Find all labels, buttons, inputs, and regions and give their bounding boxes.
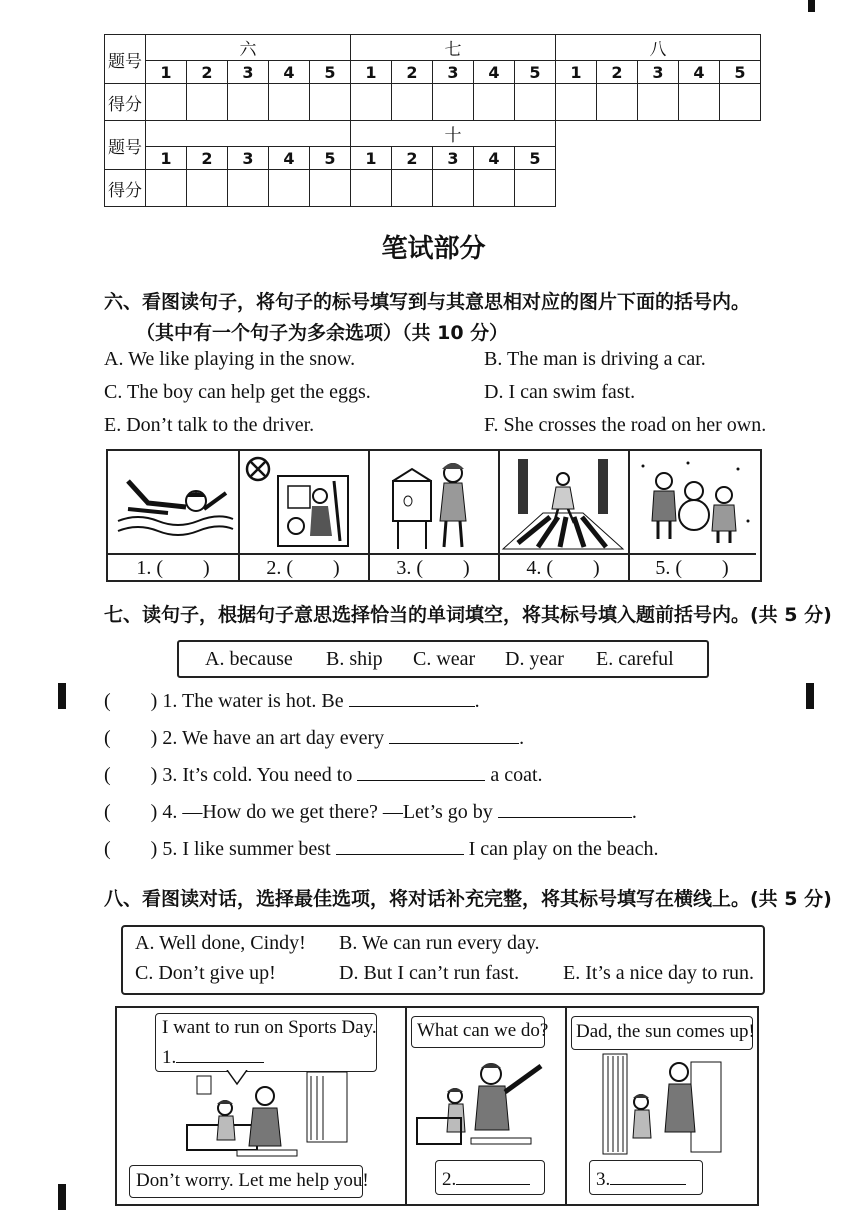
score-cell[interactable] <box>392 170 433 207</box>
item-text-after: a coat. <box>490 764 543 786</box>
score-cell[interactable] <box>515 170 556 207</box>
score-cell[interactable] <box>556 84 597 121</box>
section6-subheading: （其中有一个句子为多余选项）（共 10 分） <box>136 322 509 344</box>
option-b: B. The man is driving a car. <box>484 348 706 370</box>
dialog-option-b: B. We can run every day. <box>339 932 540 954</box>
table-blank-area <box>556 147 761 170</box>
score-cell[interactable] <box>146 84 187 121</box>
father-pointing-icon <box>411 1052 559 1160</box>
section-ten-header: 十 <box>351 121 556 147</box>
answer-paren[interactable]: ( <box>104 764 111 786</box>
number-row <box>105 61 761 84</box>
word-option: D. year <box>505 648 564 670</box>
q-number: 5 <box>515 61 556 84</box>
girl-crossing-road-icon <box>498 451 628 553</box>
score-cell[interactable] <box>433 170 474 207</box>
score-cell[interactable] <box>351 170 392 207</box>
item-text-after: I can play on the beach. <box>468 838 659 860</box>
word-option: E. careful <box>596 648 674 670</box>
q-number: 1 <box>351 147 392 170</box>
answer-slot[interactable]: 3. ( ) <box>368 553 498 582</box>
score-cell[interactable] <box>310 84 351 121</box>
q-number: 4 <box>269 147 310 170</box>
q-number: 5 <box>720 61 761 84</box>
comic-panel-2 <box>405 1008 567 1204</box>
q-number: 3 <box>228 147 269 170</box>
section6-heading: 六、看图读句子，将句子的标号填写到与其意思相对应的图片下面的括号内。 <box>104 291 751 313</box>
answer-line <box>162 1044 264 1069</box>
q-number: 5 <box>310 147 351 170</box>
q-number: 3 <box>638 61 679 84</box>
answer-blank[interactable] <box>176 1044 264 1063</box>
kids-snowman-icon <box>628 451 758 553</box>
q-number: 3 <box>228 61 269 84</box>
dialog-option-e: E. It’s a nice day to run. <box>563 962 755 984</box>
picture-cell <box>628 451 756 580</box>
registration-mark <box>58 683 66 709</box>
q-number: 5 <box>310 61 351 84</box>
answer-blank[interactable] <box>610 1166 686 1185</box>
dialog-option-a: A. Well done, Cindy! <box>135 932 306 954</box>
score-row <box>105 170 761 207</box>
item-text: ) 5. I like summer best <box>150 838 331 860</box>
no-talking-driver-icon <box>238 451 368 553</box>
sunrise-window-icon <box>575 1052 745 1160</box>
score-row <box>105 84 761 121</box>
fill-item <box>104 762 543 787</box>
picture-cell <box>108 451 240 580</box>
score-cell[interactable] <box>187 170 228 207</box>
answer-slot[interactable]: 2. ( ) <box>238 553 368 582</box>
answer-paren[interactable]: ( <box>104 690 111 712</box>
comic-strip <box>115 1006 759 1206</box>
score-cell[interactable] <box>597 84 638 121</box>
score-cell[interactable] <box>433 84 474 121</box>
section7-heading: 七、读句子，根据句子意思选择恰当的单词填空，将其标号填入题前括号内。(共 5 分) <box>104 604 832 626</box>
section-six-header: 六 <box>146 35 351 61</box>
comic-panel-1 <box>117 1008 407 1204</box>
answer-blank[interactable] <box>357 762 485 781</box>
option-e: E. Don’t talk to the driver. <box>104 414 315 436</box>
picture-cell <box>238 451 370 580</box>
picture-row <box>106 449 762 582</box>
q-number: 5 <box>515 147 556 170</box>
q-number: 2 <box>187 61 228 84</box>
item-text: ) 4. —How do we get there? —Let’s go by <box>150 801 493 823</box>
section-nine-header <box>146 121 351 147</box>
answer-slot[interactable]: 5. ( ) <box>628 553 756 582</box>
registration-mark <box>806 683 814 709</box>
father-daughter-sofa-icon <box>177 1070 377 1170</box>
score-label: 得分 <box>105 170 146 207</box>
speech-bubble <box>435 1160 545 1195</box>
speech-bubble <box>589 1160 703 1195</box>
item-text-after: . <box>631 801 637 823</box>
answer-paren[interactable]: ( <box>104 838 111 860</box>
q-number: 4 <box>474 61 515 84</box>
speech-bubble <box>155 1013 377 1072</box>
score-cell[interactable] <box>269 170 310 207</box>
table-blank-area <box>556 170 761 207</box>
score-cell[interactable] <box>146 170 187 207</box>
q-number: 1 <box>556 61 597 84</box>
section-eight-header: 八 <box>556 35 761 61</box>
answer-slot[interactable]: 4. ( ) <box>498 553 628 582</box>
speech-bubble <box>571 1016 753 1050</box>
section8-heading: 八、看图读对话，选择最佳选项，将对话补充完整，将其标号填写在横线上。(共 5 分) <box>104 888 832 910</box>
answer-paren[interactable]: ( <box>104 727 111 749</box>
answer-line <box>442 1166 530 1191</box>
swimmer-icon <box>108 451 238 553</box>
q-number: 4 <box>269 61 310 84</box>
dialog-option-c: C. Don’t give up! <box>135 962 276 984</box>
fill-item <box>104 688 480 713</box>
fill-item <box>104 836 659 861</box>
option-a: A. We like playing in the snow. <box>104 348 356 370</box>
word-option: C. wear <box>413 648 476 670</box>
answer-blank[interactable] <box>389 725 519 744</box>
bubble-text: Don’t worry. Let me help you! <box>136 1170 369 1191</box>
score-cell[interactable] <box>638 84 679 121</box>
score-cell[interactable] <box>474 170 515 207</box>
score-cell[interactable] <box>720 84 761 121</box>
option-f: F. She crosses the road on her own. <box>484 414 767 436</box>
item-text-after: . <box>474 690 480 712</box>
picture-cell <box>498 451 630 580</box>
q-number: 2 <box>392 61 433 84</box>
answer-slot[interactable]: 1. ( ) <box>108 553 238 582</box>
score-table <box>104 34 761 207</box>
blank-label: 3. <box>596 1169 611 1190</box>
score-cell[interactable] <box>187 84 228 121</box>
registration-mark <box>58 1184 66 1210</box>
boy-getting-eggs-icon <box>368 451 498 553</box>
picture-cell <box>368 451 500 580</box>
score-cell[interactable] <box>515 84 556 121</box>
score-cell[interactable] <box>310 170 351 207</box>
dialog-option-d: D. But I can’t run fast. <box>339 962 520 984</box>
blank-label: 1. <box>162 1047 177 1068</box>
fill-item <box>104 799 637 824</box>
answer-blank[interactable] <box>498 799 632 818</box>
q-number: 2 <box>187 147 228 170</box>
option-d: D. I can swim fast. <box>484 381 636 403</box>
answer-blank[interactable] <box>336 836 464 855</box>
q-number: 3 <box>433 61 474 84</box>
answer-blank[interactable] <box>349 688 475 707</box>
score-cell[interactable] <box>474 84 515 121</box>
question-number-label: 题号 <box>105 35 146 84</box>
score-label: 得分 <box>105 84 146 121</box>
option-c: C. The boy can help get the eggs. <box>104 381 371 403</box>
fill-item <box>104 725 524 750</box>
q-number: 1 <box>146 61 187 84</box>
bubble-text: What can we do? <box>417 1020 549 1041</box>
q-number: 1 <box>351 61 392 84</box>
q-number: 1 <box>146 147 187 170</box>
speech-bubble <box>411 1016 549 1048</box>
number-row <box>105 147 761 170</box>
blank-label: 2. <box>442 1169 457 1190</box>
score-cell[interactable] <box>228 170 269 207</box>
bubble-text: I want to run on Sports Day. <box>162 1017 377 1038</box>
question-number-label: 题号 <box>105 121 146 170</box>
item-text: ) 2. We have an art day every <box>150 727 385 749</box>
word-option: B. ship <box>326 648 383 670</box>
q-number: 4 <box>474 147 515 170</box>
score-cell[interactable] <box>269 84 310 121</box>
word-bank <box>177 640 709 678</box>
section-seven-header: 七 <box>351 35 556 61</box>
dialog-options-box <box>121 925 765 995</box>
word-option: A. because <box>205 648 293 670</box>
q-number: 2 <box>392 147 433 170</box>
item-text: ) 3. It’s cold. You need to <box>150 764 353 786</box>
comic-panel-3 <box>565 1008 753 1204</box>
score-cell[interactable] <box>351 84 392 121</box>
bubble-text: Dad, the sun comes up! <box>576 1021 755 1042</box>
table-blank-area <box>556 121 761 147</box>
score-cell[interactable] <box>228 84 269 121</box>
speech-bubble <box>129 1165 369 1198</box>
item-text-after: . <box>519 727 525 749</box>
q-number: 2 <box>597 61 638 84</box>
page-title: 笔试部分 <box>381 234 486 264</box>
answer-blank[interactable] <box>456 1166 530 1185</box>
registration-mark <box>808 0 815 12</box>
item-text: ) 1. The water is hot. Be <box>150 690 344 712</box>
answer-line <box>596 1166 686 1191</box>
score-cell[interactable] <box>679 84 720 121</box>
score-cell[interactable] <box>392 84 433 121</box>
q-number: 3 <box>433 147 474 170</box>
answer-paren[interactable]: ( <box>104 801 111 823</box>
q-number: 4 <box>679 61 720 84</box>
